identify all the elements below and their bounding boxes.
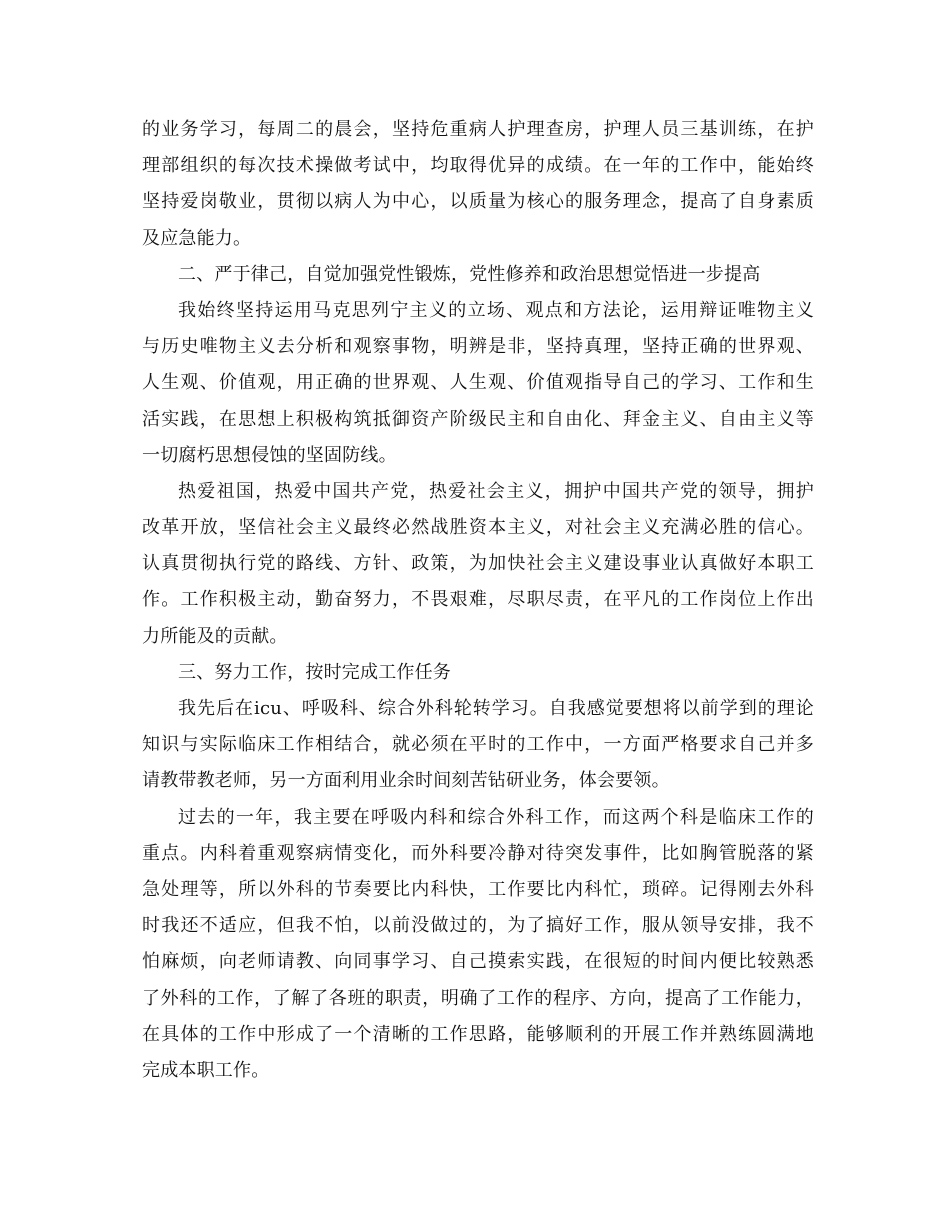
text-line: 改革开放，坚信社会主义最终必然战胜资本主义，对社会主义充满必胜的信心。 [142,517,814,539]
text-line: 完成本职工作。 [142,1059,270,1081]
text-line: 与历史唯物主义去分析和观察事物，明辨是非，坚持真理，坚持正确的世界观、 [142,336,814,358]
text-line: 三、努力工作，按时完成工作任务 [178,661,451,683]
text-line: 知识与实际临床工作相结合，就必须在平时的工作中，一方面严格要求自己并多 [142,734,814,756]
text-line: 的业务学习，每周二的晨会，坚持危重病人护理查房，护理人员三基训练，在护 [142,119,814,140]
text-line: 活实践，在思想上积极构筑抵御资产阶级民主和自由化、拜金主义、自由主义等 [142,408,814,430]
paragraph [142,257,814,293]
text-line: 时我还不适应，但我不怕，以前没做过的，为了搞好工作，服从领导安排，我不 [142,915,814,937]
text-line: 坚持爱岗敬业，贯彻以病人为中心，以质量为核心的服务理念，提高了自身素质 [142,191,814,213]
text-line: 人生观、价值观，用正确的世界观、人生观、价值观指导自己的学习、工作和生 [142,372,814,394]
text-line: 了外科的工作，了解了各班的职责，明确了工作的程序、方向，提高了工作能力， [142,987,814,1009]
text-line: 及应急能力。 [142,227,252,249]
paragraph [142,691,814,800]
text-line: 二、严于律己，自觉加强党性锻炼，党性修养和政治思想觉悟进一步提高 [178,263,761,285]
text-line: 一切腐朽思想侵蚀的坚固防线。 [142,444,397,466]
text-line: 认真贯彻执行党的路线、方针、政策，为加快社会主义建设事业认真做好本职工 [142,553,814,575]
text-line: 我始终坚持运用马克思列宁主义的立场、观点和方法论，运用辩证唯物主义 [178,299,814,321]
text-line: 怕麻烦，向老师请教、向同事学习、自己摸索实践，在很短的时间内便比较熟悉 [142,951,814,973]
document-body [142,112,814,1089]
text-line: 急处理等，所以外科的节奏要比内科快，工作要比内科忙，琐碎。记得刚去外科 [142,878,814,900]
text-line: 请教带教老师，另一方面利用业余时间刻苦钻研业务，体会要领。 [142,770,670,792]
text-line: 我先后在icu、呼吸科、综合外科轮转学习。自我感觉要想将以前学到的理论 [178,698,814,719]
text-line: 在具体的工作中形成了一个清晰的工作思路，能够顺利的开展工作并熟练圆满地 [142,1023,814,1045]
text-line: 理部组织的每次技术操做考试中，均取得优异的成绩。在一年的工作中，能始终 [142,155,814,177]
text-line: 作。工作积极主动，勤奋努力，不畏艰难，尽职尽责，在平凡的工作岗位上作出 [142,589,814,611]
paragraph [142,293,814,474]
paragraph [142,474,814,655]
paragraph [142,112,814,257]
paragraph [142,655,814,691]
text-line: 过去的一年，我主要在呼吸内科和综合外科工作，而这两个科是临床工作的 [178,806,814,828]
text-line: 重点。内科着重观察病情变化，而外科要冷静对待突发事件，比如胸管脱落的紧 [142,842,814,864]
paragraph [142,800,814,1090]
text-line: 力所能及的贡献。 [142,625,288,647]
text-line: 热爱祖国，热爱中国共产党，热爱社会主义，拥护中国共产党的领导，拥护 [178,480,814,502]
